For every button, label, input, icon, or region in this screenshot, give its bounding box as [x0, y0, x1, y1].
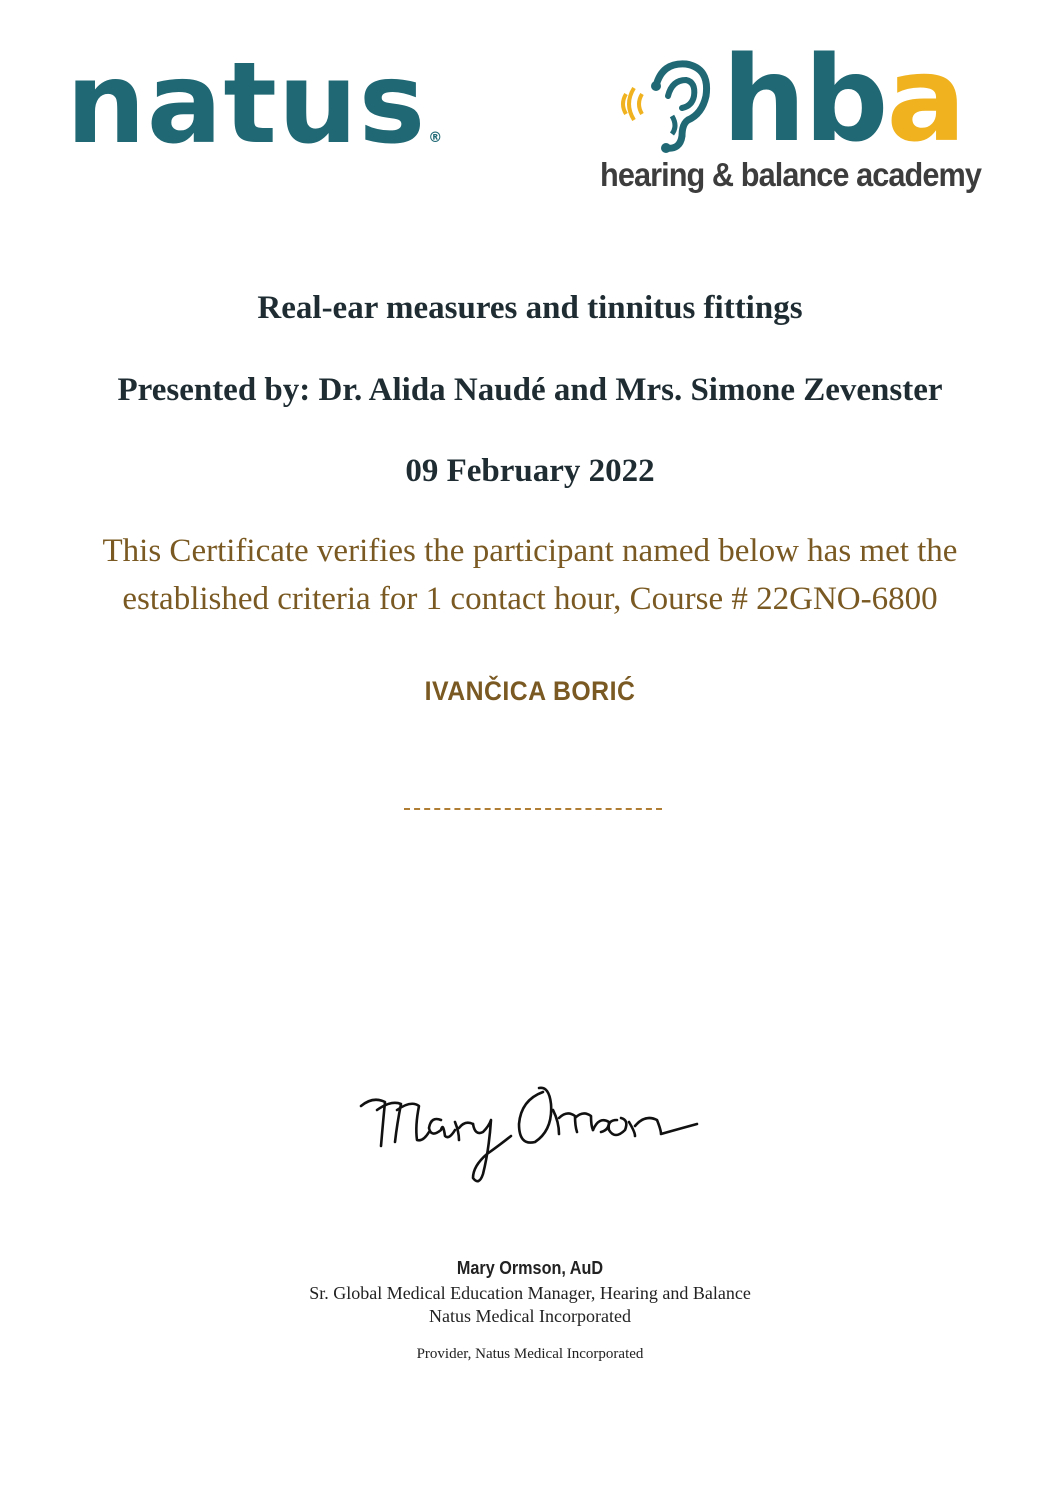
- course-title: Real-ear measures and tinnitus fittings: [257, 290, 803, 326]
- hba-logo: [598, 30, 1008, 202]
- ear-icon: [616, 56, 716, 156]
- registered-mark: ®: [428, 130, 443, 146]
- verification-line-2: established criteria for 1 contact hour, Course # 22GNO-6800: [122, 581, 938, 617]
- signature-image: [355, 1070, 715, 1190]
- presenters: Presented by: Dr. Alida Naudé and Mrs. Simone Zevenster: [117, 372, 943, 408]
- natus-logo: [66, 39, 443, 169]
- signatory-role: Sr. Global Medical Education Manager, Hearing and Balance: [309, 1283, 751, 1303]
- provider-line: Provider, Natus Medical Incorporated: [416, 1346, 644, 1362]
- signatory-organization: Natus Medical Incorporated: [429, 1306, 631, 1326]
- natus-logo-text: natus: [66, 39, 427, 169]
- verification-statement: [0, 527, 1060, 623]
- course-date: 09 February 2022: [405, 453, 655, 489]
- participant-name: IVANČICA BORIĆ: [424, 676, 636, 706]
- hba-letters: [722, 30, 965, 168]
- dashed-divider: [404, 808, 662, 810]
- hba-tagline: hearing & balance academy: [600, 156, 982, 193]
- hba-letter-b: b: [804, 30, 887, 168]
- hba-letter-h: h: [722, 30, 805, 168]
- verification-line-1: This Certificate verifies the participant named below has met the: [102, 533, 958, 569]
- hba-letter-a: a: [886, 30, 965, 168]
- signatory-name: Mary Ormson, AuD: [456, 1258, 604, 1278]
